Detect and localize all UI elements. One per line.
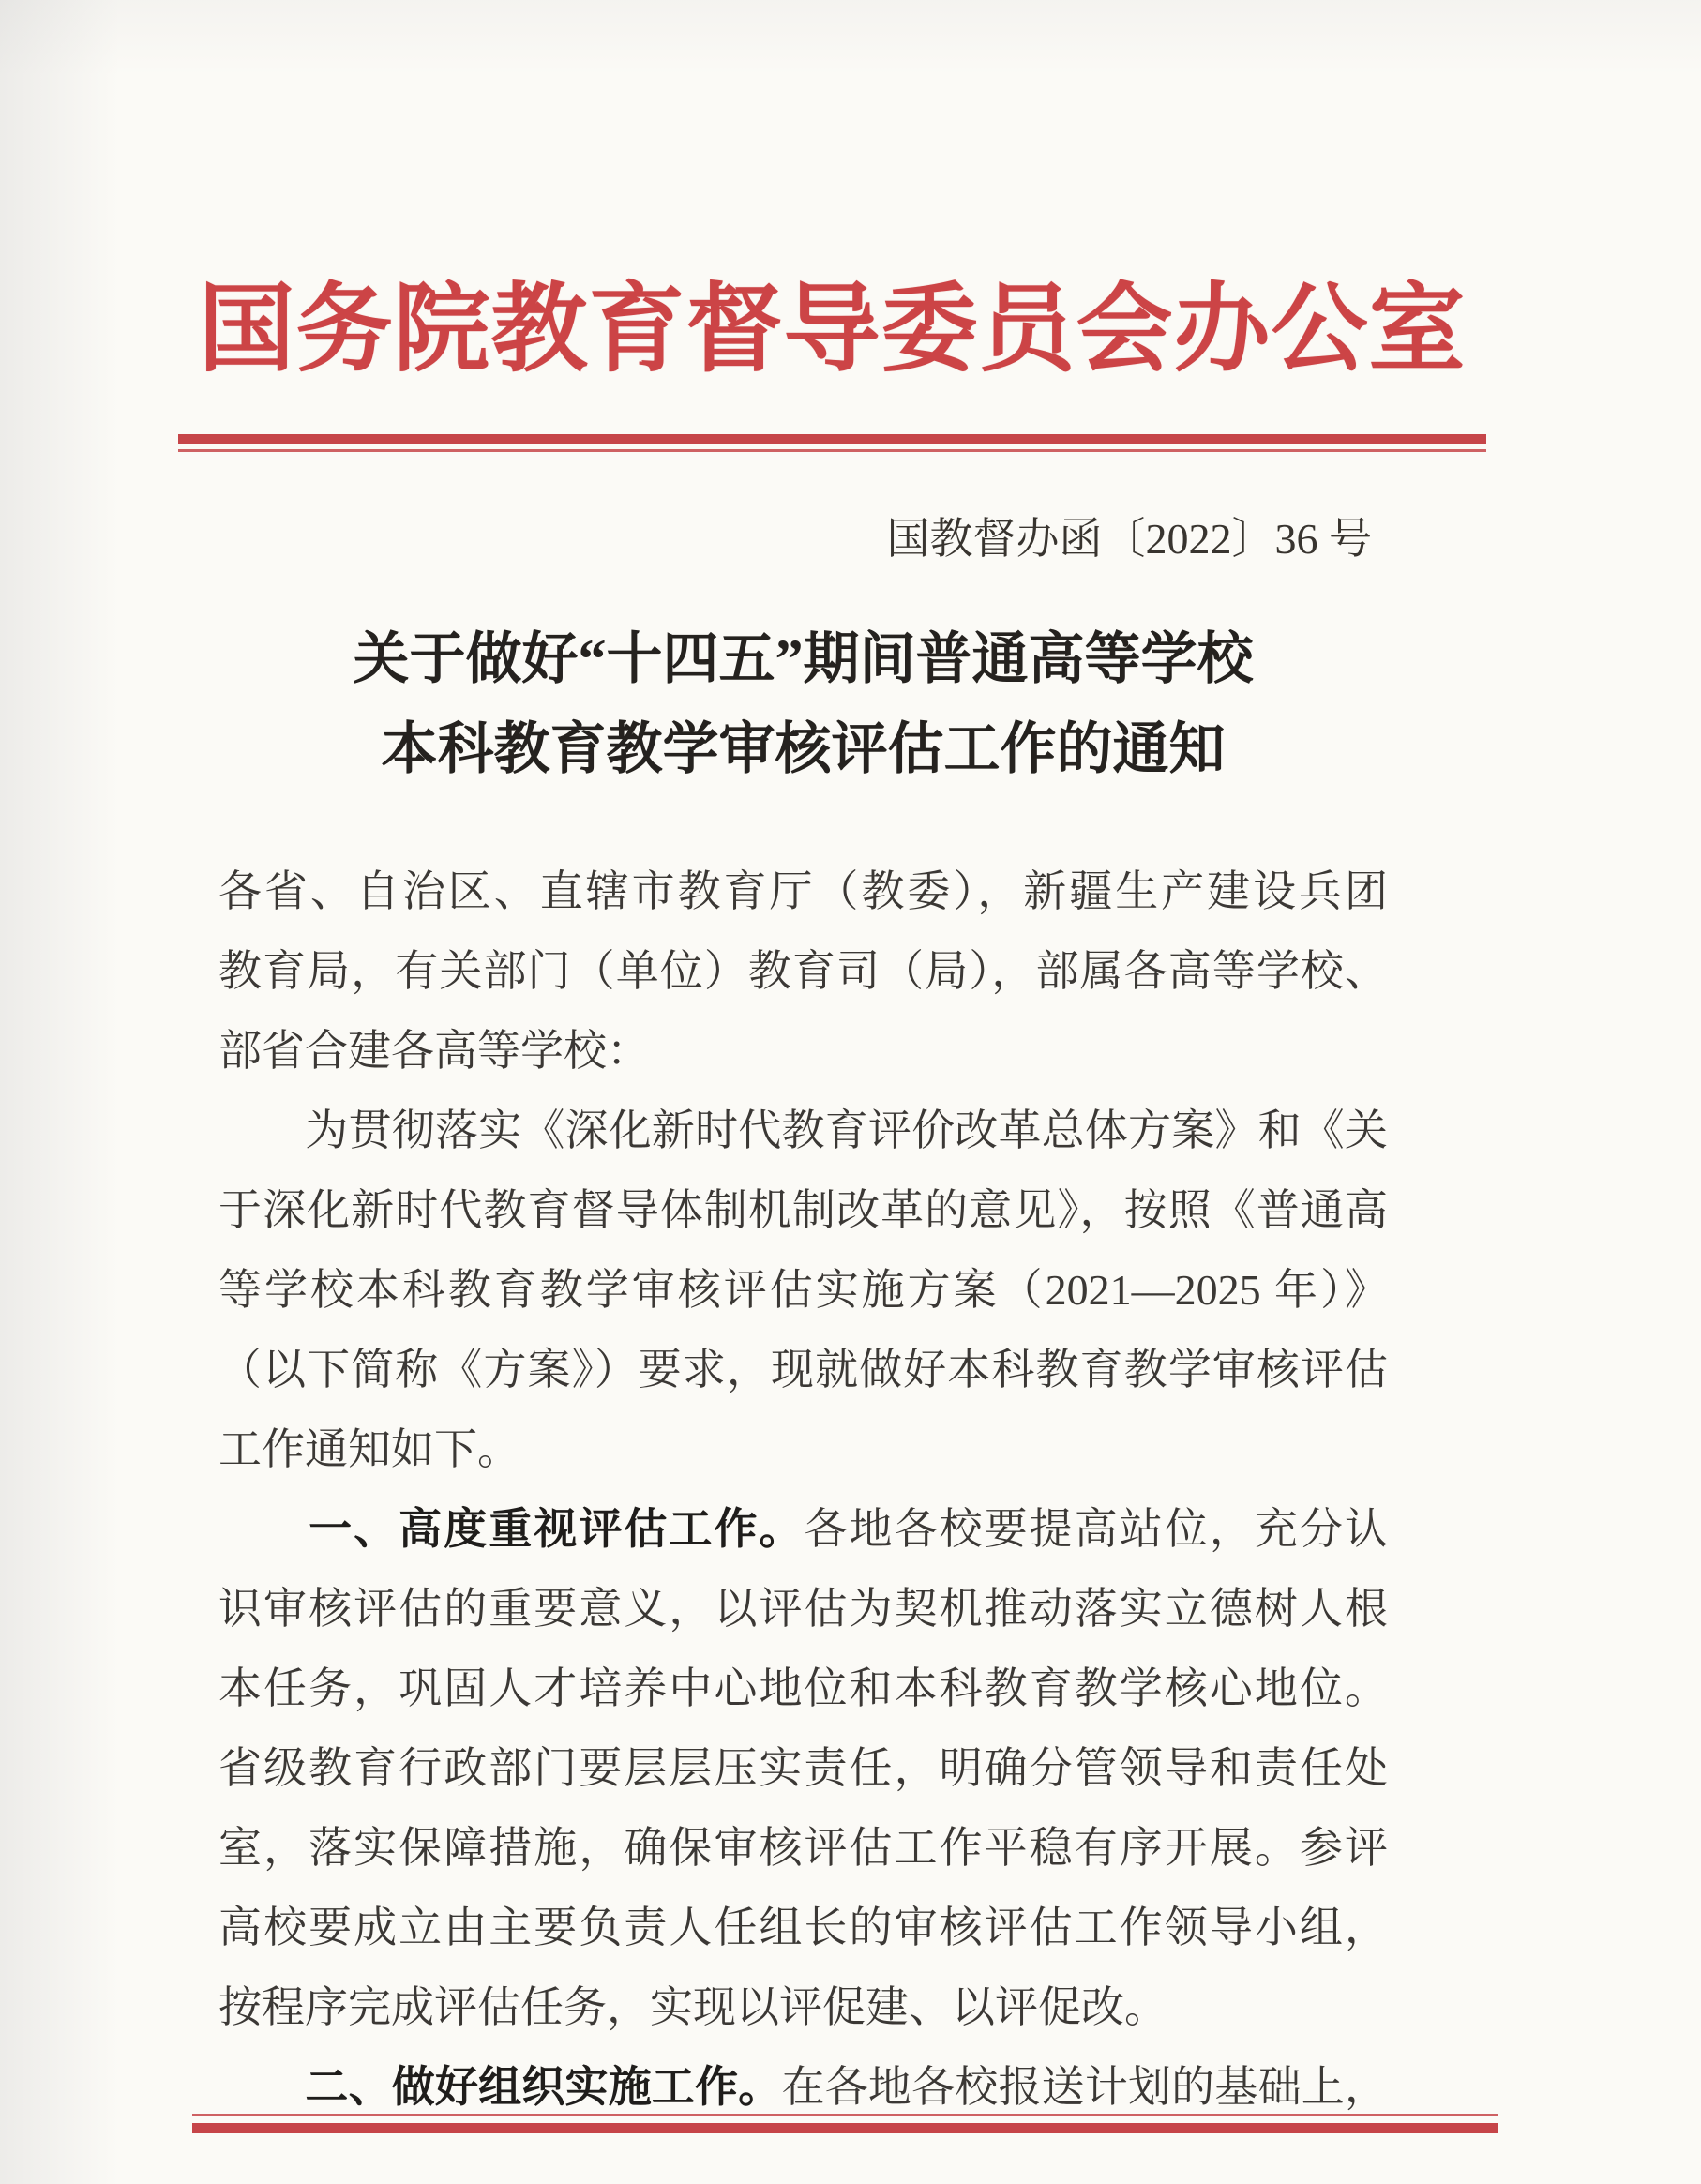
body-line	[218, 1011, 1388, 1091]
footer-rule-thick	[192, 2123, 1498, 2133]
body-line	[218, 1569, 1388, 1649]
body-line	[218, 1330, 1388, 1409]
body-line-text: （以下简称《方案》）要求，现就做好本科教育教学审核评估	[218, 1346, 1388, 1393]
body-line	[218, 851, 1388, 931]
body-line	[218, 1808, 1388, 1888]
document-title-line1: 关于做好“十四五”期间普通高等学校	[353, 628, 1254, 690]
body-line-text: 室，落实保障措施，确保审核评估工作平稳有序开展。参评	[218, 1824, 1388, 1872]
body-line	[218, 931, 1388, 1011]
body-line-text: 省级教育行政部门要层层压实责任，明确分管领导和责任处	[218, 1744, 1388, 1792]
body-line	[218, 1091, 1388, 1170]
body-line	[218, 1728, 1388, 1808]
body-line-text: 各省、自治区、直辖市教育厅（教委），新疆生产建设兵团	[218, 867, 1388, 915]
body-line-text: 本任务，巩固人才培养中心地位和本科教育教学核心地位。	[218, 1664, 1388, 1712]
body-line	[218, 1409, 1388, 1489]
body-line-text: 在各地各校报送计划的基础上，	[781, 2063, 1388, 2111]
body-line	[218, 1170, 1388, 1250]
footer-rule-thin	[192, 2114, 1498, 2116]
body-line	[218, 1967, 1388, 2047]
document-body	[218, 851, 1388, 2127]
document-number: 国教督办函〔2022〕36 号	[886, 515, 1372, 563]
body-line	[218, 1888, 1388, 1967]
body-line-text: 于深化新时代教育督导体制机制改革的意见》，按照《普通高	[218, 1186, 1388, 1234]
document-title-line2: 本科教育教学审核评估工作的通知	[381, 718, 1226, 780]
body-line-text: 工作通知如下。	[218, 1425, 520, 1473]
body-line	[218, 1489, 1388, 1569]
body-line-text: 各地各校要提高站位，充分认	[804, 1505, 1389, 1553]
header-rule-thin	[178, 449, 1486, 452]
body-line-text: 部省合建各高等学校：	[218, 1027, 650, 1075]
document-title	[218, 614, 1388, 794]
body-line-text: 教育局，有关部门（单位）教育司（局），部属各高等学校、	[218, 947, 1388, 995]
body-line-text: 为贯彻落实《深化新时代教育评价改革总体方案》和《关	[218, 1107, 1388, 1154]
body-line-text: 等学校本科教育教学审核评估实施方案（2021—2025 年）》	[218, 1266, 1388, 1314]
body-line	[218, 1649, 1388, 1728]
body-line-text: 按程序完成评估任务，实现以评促建、以评促改。	[218, 1983, 1167, 2031]
body-line	[218, 1250, 1388, 1330]
body-line-text: 识审核评估的重要意义，以评估为契机推动落实立德树人根	[218, 1585, 1388, 1633]
section-heading-2: 二、做好组织实施工作。	[218, 2062, 782, 2111]
section-heading-1: 一、高度重视评估工作。	[218, 1504, 805, 1553]
letterhead-title: 国务院教育督导委员会办公室	[198, 277, 1467, 384]
body-line-text: 高校要成立由主要负责人任组长的审核评估工作领导小组，	[218, 1904, 1388, 1951]
header-rule-thick	[178, 434, 1486, 444]
